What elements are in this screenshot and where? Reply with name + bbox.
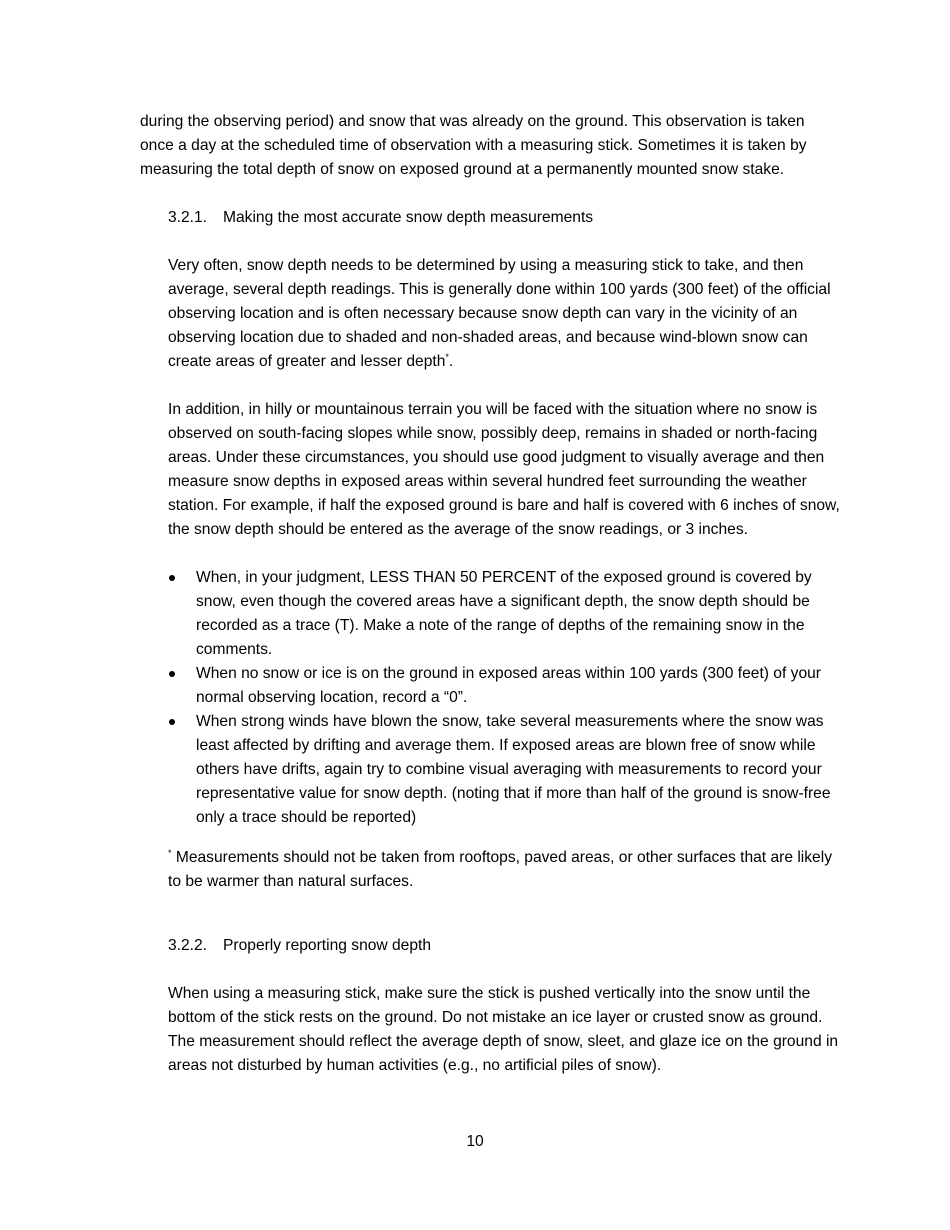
footnote-marker: * — [168, 848, 172, 858]
paragraph-text: Very often, snow depth needs to be determined by using a measuring stick to take, and then average, several depth readings. This is generally done within 100 yards (300 feet) of the official observing location and is often necessary because snow depth can vary in the vicinity of an observing location due to shaded and non-shaded areas, and because wind-blown snow can create areas of greater and lesser depth — [168, 257, 831, 370]
section-3-2-2-heading — [168, 934, 431, 958]
bullet-icon — [169, 671, 175, 677]
page-number: 10 — [466, 1133, 484, 1150]
section-number: 3.2.1. — [168, 209, 208, 226]
footnote-reference[interactable]: * — [445, 352, 449, 362]
footnote-text: Measurements should not be taken from rooftops, paved areas, or other surfaces that are likely to be warmer than natural surfaces. — [168, 849, 832, 890]
list-item — [168, 566, 840, 662]
section-number: 3.2.2. — [168, 937, 208, 954]
bullet-icon — [169, 575, 175, 581]
bullet-icon — [169, 719, 175, 725]
list-item-text: When strong winds have blown the snow, take several measurements where the snow was least affected by drifting and average them. If exposed areas are blown free of snow while others have drifts, again try to combine visual averaging with measurements to record your representative value for snow depth. (noting that if more than half of the ground is snow-free only a trace should be reported) — [196, 713, 831, 826]
section-title: Properly reporting snow depth — [223, 937, 432, 954]
section-title: Making the most accurate snow depth measurements — [223, 209, 594, 226]
paragraph-snow-depth-averaging — [168, 254, 840, 374]
paragraph-end: . — [448, 353, 454, 370]
intro-paragraph: during the observing period) and snow that was already on the ground. This observation is taken once a day at the scheduled time of observation with a measuring stick. Sometimes it is taken by measuring the total depth of snow on exposed ground at a permanently mounted snow stake. — [140, 113, 807, 178]
section-3-2-1-heading — [168, 206, 593, 230]
paragraph-hilly-terrain: In addition, in hilly or mountainous terrain you will be faced with the situation where no snow is observed on south-facing slopes while snow, possibly deep, remains in shaded or north-facing areas. Under these circumstances, you should use good judgment to visually average and then measure snow depths in exposed areas within several hundred feet surrounding the weather station. For example, if half the exposed ground is bare and half is covered with 6 inches of snow, the snow depth should be entered as the average of the snow readings, or 3 inches. — [168, 401, 840, 538]
list-item-text: When, in your judgment, LESS THAN 50 PERCENT of the exposed ground is covered by snow, even though the covered areas have a significant depth, the snow depth should be recorded as a trace (T). Make a note of the range of depths of the remaining snow in the comments. — [196, 569, 812, 658]
list-item — [168, 710, 840, 830]
list-item — [168, 662, 840, 710]
guidance-bullet-list — [168, 566, 840, 830]
paragraph-measuring-stick: When using a measuring stick, make sure the stick is pushed vertically into the snow until the bottom of the stick rests on the ground. Do not mistake an ice layer or crusted snow as ground. The measurement should reflect the average depth of snow, sleet, and glaze ice on the ground in areas not disturbed by human activities (e.g., no artificial piles of snow). — [168, 985, 839, 1074]
footnote — [168, 846, 840, 894]
list-item-text: When no snow or ice is on the ground in exposed areas within 100 yards (300 feet) of your normal observing location, record a “0”. — [196, 665, 821, 706]
